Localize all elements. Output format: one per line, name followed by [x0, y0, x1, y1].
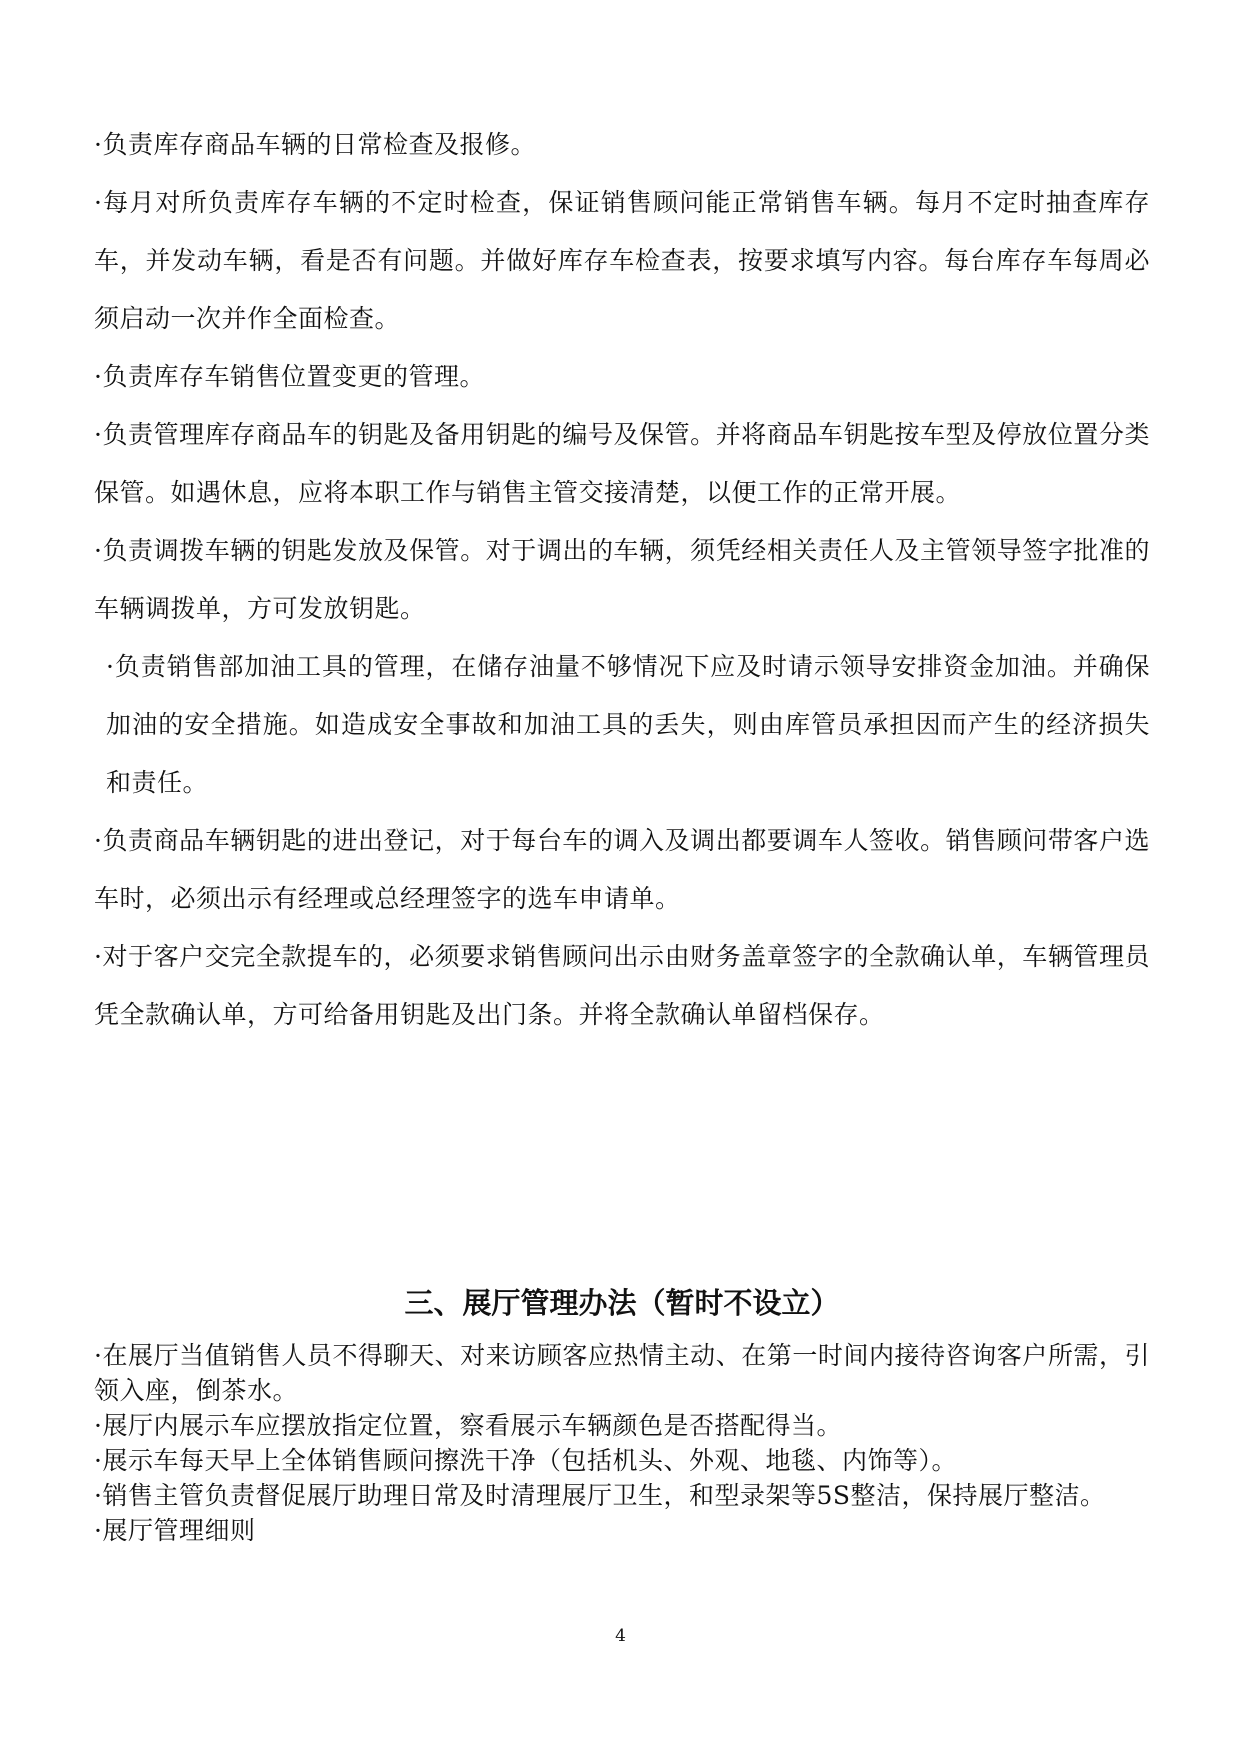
section-heading: 三、展厅管理办法（暂时不设立）	[404, 1286, 840, 1320]
duty-paragraph: ·每月对所负责库存车辆的不定时检查，保证销售顾问能正常销售车辆。每月不定时抽查库存车，并发动车辆，看是否有问题。并做好库存车检查表，按要求填写内容。每台库存车每周必须启动一次并作全面检查。	[94, 188, 1150, 333]
page-number: 4	[615, 1626, 626, 1646]
inventory-duties-section	[94, 116, 1150, 1044]
duty-paragraph: ·负责商品车辆钥匙的进出登记，对于每台车的调入及调出都要调车人签收。销售顾问带客户选车时，必须出示有经理或总经理签字的选车申请单。	[94, 826, 1150, 913]
rule-paragraph: ·销售主管负责督促展厅助理日常及时清理展厅卫生，和型录架等5S整洁，保持展厅整洁。	[94, 1481, 1106, 1510]
rule-paragraph: ·展厅内展示车应摆放指定位置，察看展示车辆颜色是否搭配得当。	[94, 1411, 842, 1440]
duty-paragraph: ·负责库存车销售位置变更的管理。	[94, 362, 485, 391]
showroom-rules-section	[94, 1338, 1150, 1548]
duty-paragraph: ·负责调拨车辆的钥匙发放及保管。对于调出的车辆，须凭经相关责任人及主管领导签字批准的车辆调拨单，方可发放钥匙。	[94, 536, 1150, 623]
rule-paragraph: ·展示车每天早上全体销售顾问擦洗干净（包括机头、外观、地毯、内饰等）。	[94, 1446, 957, 1475]
duty-paragraph: ·对于客户交完全款提车的，必须要求销售顾问出示由财务盖章签字的全款确认单，车辆管理员凭全款确认单，方可给备用钥匙及出门条。并将全款确认单留档保存。	[94, 942, 1150, 1029]
duty-paragraph: ·负责销售部加油工具的管理，在储存油量不够情况下应及时请示领导安排资金加油。并确保加油的安全措施。如造成安全事故和加油工具的丢失，则由库管员承担因而产生的经济损失和责任。	[106, 652, 1150, 797]
rule-paragraph: ·在展厅当值销售人员不得聊天、对来访顾客应热情主动、在第一时间内接待咨询客户所需，引领入座，倒茶水。	[94, 1341, 1150, 1405]
duty-paragraph: ·负责管理库存商品车的钥匙及备用钥匙的编号及保管。并将商品车钥匙按车型及停放位置分类保管。如遇休息，应将本职工作与销售主管交接清楚，以便工作的正常开展。	[94, 420, 1150, 507]
rule-paragraph: ·展厅管理细则	[94, 1516, 256, 1545]
duty-paragraph: ·负责库存商品车辆的日常检查及报修。	[94, 130, 536, 159]
